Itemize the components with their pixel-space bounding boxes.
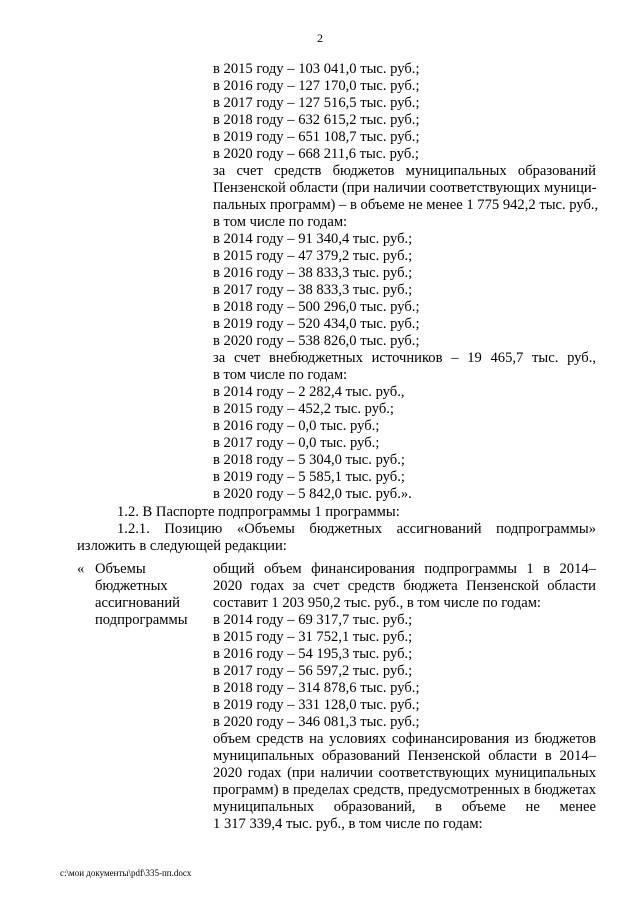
funding-line: в 2015 году – 103 041,0 тыс. руб.;: [213, 61, 420, 77]
left-label-line: ассигнований: [95, 595, 180, 611]
funding-line: в 2016 году – 38 833,3 тыс. руб.;: [213, 265, 413, 281]
left-label-line: бюджетных: [95, 578, 168, 594]
left-label: [95, 561, 205, 629]
paragraph-1-2-1-line2: изложить в следующей редакции:: [77, 538, 287, 554]
paragraph-1-2-text: 1.2. В Паспорте подпрограммы 1 программы:: [117, 504, 400, 520]
paragraph-1-2-1: [77, 521, 596, 555]
left-label-line: Объемы: [95, 561, 146, 577]
funding-line: в 2020 году – 668 211,6 тыс. руб.;: [213, 146, 419, 162]
funding-line: в 2019 году – 520 434,0 тыс. руб.;: [213, 316, 420, 332]
funding-line: муниципальных образований, в объеме не менее: [213, 799, 596, 815]
funding-line: программ) в пределах средств, предусмотренных в бюджетах: [213, 782, 596, 798]
funding-line: в 2014 году – 2 282,4 тыс. руб.,: [213, 384, 405, 400]
funding-line: в 2016 году – 54 195,3 тыс. руб.;: [213, 646, 413, 662]
paragraph-1-2: [77, 504, 596, 521]
funding-line: в 2020 году – 5 842,0 тыс. руб.».: [213, 486, 412, 502]
opening-quote: «: [77, 561, 85, 577]
funding-line: в 2020 году – 538 826,0 тыс. руб.;: [213, 333, 420, 349]
left-label-line: подпрограммы: [95, 612, 188, 628]
funding-line: муниципальных образований Пензенской области в 2014–: [213, 748, 596, 764]
funding-line: в 2019 году – 651 108,7 тыс. руб.;: [213, 129, 420, 145]
footer-file-path: c:\мои документы\pdf\335-пп.docx: [60, 868, 192, 878]
funding-line: Пензенской области (при наличии соответствующих муници-: [213, 180, 597, 196]
funding-line: в 2018 году – 314 878,6 тыс. руб.;: [213, 680, 420, 696]
funding-line: 2020 годах за счет средств бюджета Пензенской области: [213, 578, 596, 594]
funding-line: в 2014 году – 91 340,4 тыс. руб.;: [213, 231, 413, 247]
paragraph-1-2-1-line1: 1.2.1. Позицию «Объемы бюджетных ассигнований подпрограммы»: [117, 521, 596, 537]
funding-line: 2020 годах (при наличии соответствующих муниципальных: [213, 765, 596, 781]
funding-line: в 2019 году – 331 128,0 тыс. руб.;: [213, 697, 420, 713]
funding-line: в 2014 году – 69 317,7 тыс. руб.;: [213, 612, 413, 628]
funding-line: в 2016 году – 127 170,0 тыс. руб.;: [213, 78, 420, 94]
funding-line: в 2015 году – 452,2 тыс. руб.;: [213, 401, 394, 417]
bottom-column: [213, 561, 596, 833]
funding-line: общий объем финансирования подпрограммы 1 в 2014–: [213, 561, 596, 577]
page-number: 2: [317, 31, 323, 45]
funding-line: составит 1 203 950,2 тыс. руб., в том числе по годам:: [213, 595, 541, 611]
funding-line: за счет средств бюджетов муниципальных образований: [213, 163, 596, 179]
funding-line: в 2017 году – 56 597,2 тыс. руб.;: [213, 663, 413, 679]
funding-line: в 2018 году – 500 296,0 тыс. руб.;: [213, 299, 420, 315]
funding-line: в 2020 году – 346 081,3 тыс. руб.;: [213, 714, 420, 730]
funding-line: в 2017 году – 127 516,5 тыс. руб.;: [213, 95, 420, 111]
funding-line: в 2016 году – 0,0 тыс. руб.;: [213, 418, 380, 434]
funding-line: в 2018 году – 632 615,2 тыс. руб.;: [213, 112, 420, 128]
funding-line: в 2018 году – 5 304,0 тыс. руб.;: [213, 452, 405, 468]
funding-line: 1 317 339,4 тыс. руб., в том числе по годам:: [213, 816, 483, 832]
funding-line: в 2017 году – 38 833,3 тыс. руб.;: [213, 282, 413, 298]
funding-line: в 2019 году – 5 585,1 тыс. руб.;: [213, 469, 405, 485]
funding-line: в 2017 году – 0,0 тыс. руб.;: [213, 435, 380, 451]
funding-line: в том числе по годам:: [213, 214, 348, 230]
funding-line: в 2015 году – 47 379,2 тыс. руб.;: [213, 248, 413, 264]
funding-line: в том числе по годам:: [213, 367, 348, 383]
funding-line: за счет внебюджетных источников – 19 465,7 тыс. руб.,: [213, 350, 596, 366]
funding-line: в 2015 году – 31 752,1 тыс. руб.;: [213, 629, 413, 645]
funding-line: пальных программ) – в объеме не менее 1 775 942,2 тыс. руб.,: [213, 197, 599, 213]
top-column: [213, 61, 599, 503]
funding-line: объем средств на условиях софинансирования из бюджетов: [213, 731, 596, 747]
